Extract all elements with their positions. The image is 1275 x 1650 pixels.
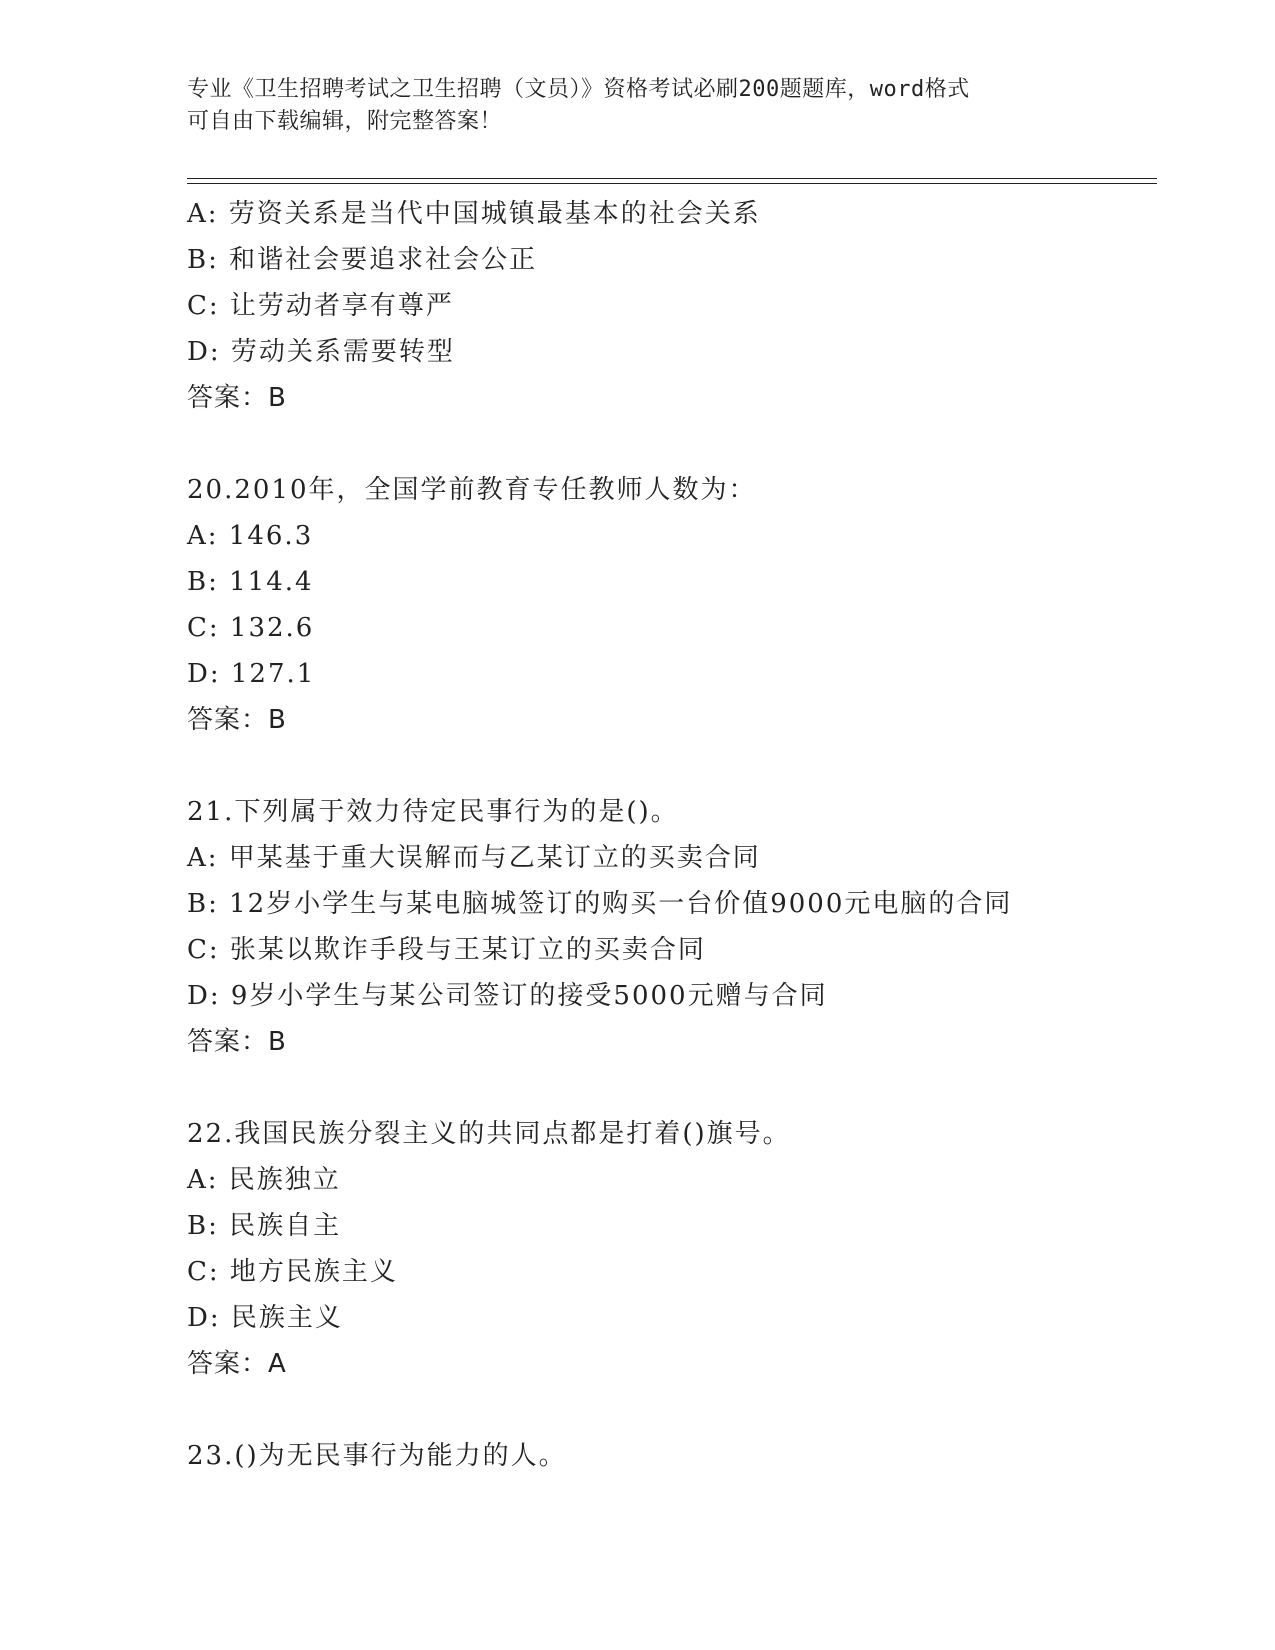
spacer	[187, 743, 1167, 789]
option-b: B: 和谐社会要追求社会公正	[187, 245, 538, 275]
option-c: C: 地方民族主义	[187, 1257, 398, 1287]
option-b: B: 12岁小学生与某电脑城签订的购买一台价值9000元电脑的合同	[187, 889, 1013, 919]
answer: 答案：B	[187, 705, 287, 735]
spacer	[187, 1387, 1167, 1433]
answer: 答案：B	[187, 383, 287, 413]
question-stem: 22.我国民族分裂主义的共同点都是打着()旗号。	[187, 1119, 791, 1149]
question-23	[187, 1433, 1167, 1479]
spacer	[187, 421, 1167, 467]
option-a: A: 劳资关系是当代中国城镇最基本的社会关系	[187, 199, 761, 229]
option-d: D: 劳动关系需要转型	[187, 337, 455, 367]
option-a: A: 146.3	[187, 521, 314, 551]
option-b: B: 114.4	[187, 567, 314, 597]
question-21	[187, 789, 1167, 1065]
question-list	[187, 191, 1167, 1479]
option-a: A: 民族独立	[187, 1165, 341, 1195]
answer: 答案：A	[187, 1349, 287, 1379]
question-19	[187, 191, 1167, 421]
answer: 答案：B	[187, 1027, 287, 1057]
question-stem: 23.()为无民事行为能力的人。	[187, 1441, 567, 1471]
question-stem: 20.2010年，全国学前教育专任教师人数为：	[187, 475, 757, 505]
header-divider-top	[187, 178, 1157, 179]
spacer	[187, 1065, 1167, 1111]
option-c: C: 张某以欺诈手段与王某订立的买卖合同	[187, 935, 706, 965]
option-c: C: 让劳动者享有尊严	[187, 291, 454, 321]
question-22	[187, 1111, 1167, 1387]
option-d: D: 民族主义	[187, 1303, 343, 1333]
question-20	[187, 467, 1167, 743]
option-b: B: 民族自主	[187, 1211, 342, 1241]
option-d: D: 9岁小学生与某公司签订的接受5000元赠与合同	[187, 981, 828, 1011]
option-a: A: 甲某基于重大误解而与乙某订立的买卖合同	[187, 843, 761, 873]
option-d: D: 127.1	[187, 659, 316, 689]
question-stem: 21.下列属于效力待定民事行为的是()。	[187, 797, 679, 827]
header-title-line-1: 专业《卫生招聘考试之卫生招聘（文员）》资格考试必刷200题题库，word格式	[187, 77, 970, 102]
header-title-line-2: 可自由下载编辑，附完整答案！	[187, 109, 503, 134]
header-divider-bottom	[187, 183, 1157, 184]
option-c: C: 132.6	[187, 613, 315, 643]
document-header	[187, 74, 1087, 138]
